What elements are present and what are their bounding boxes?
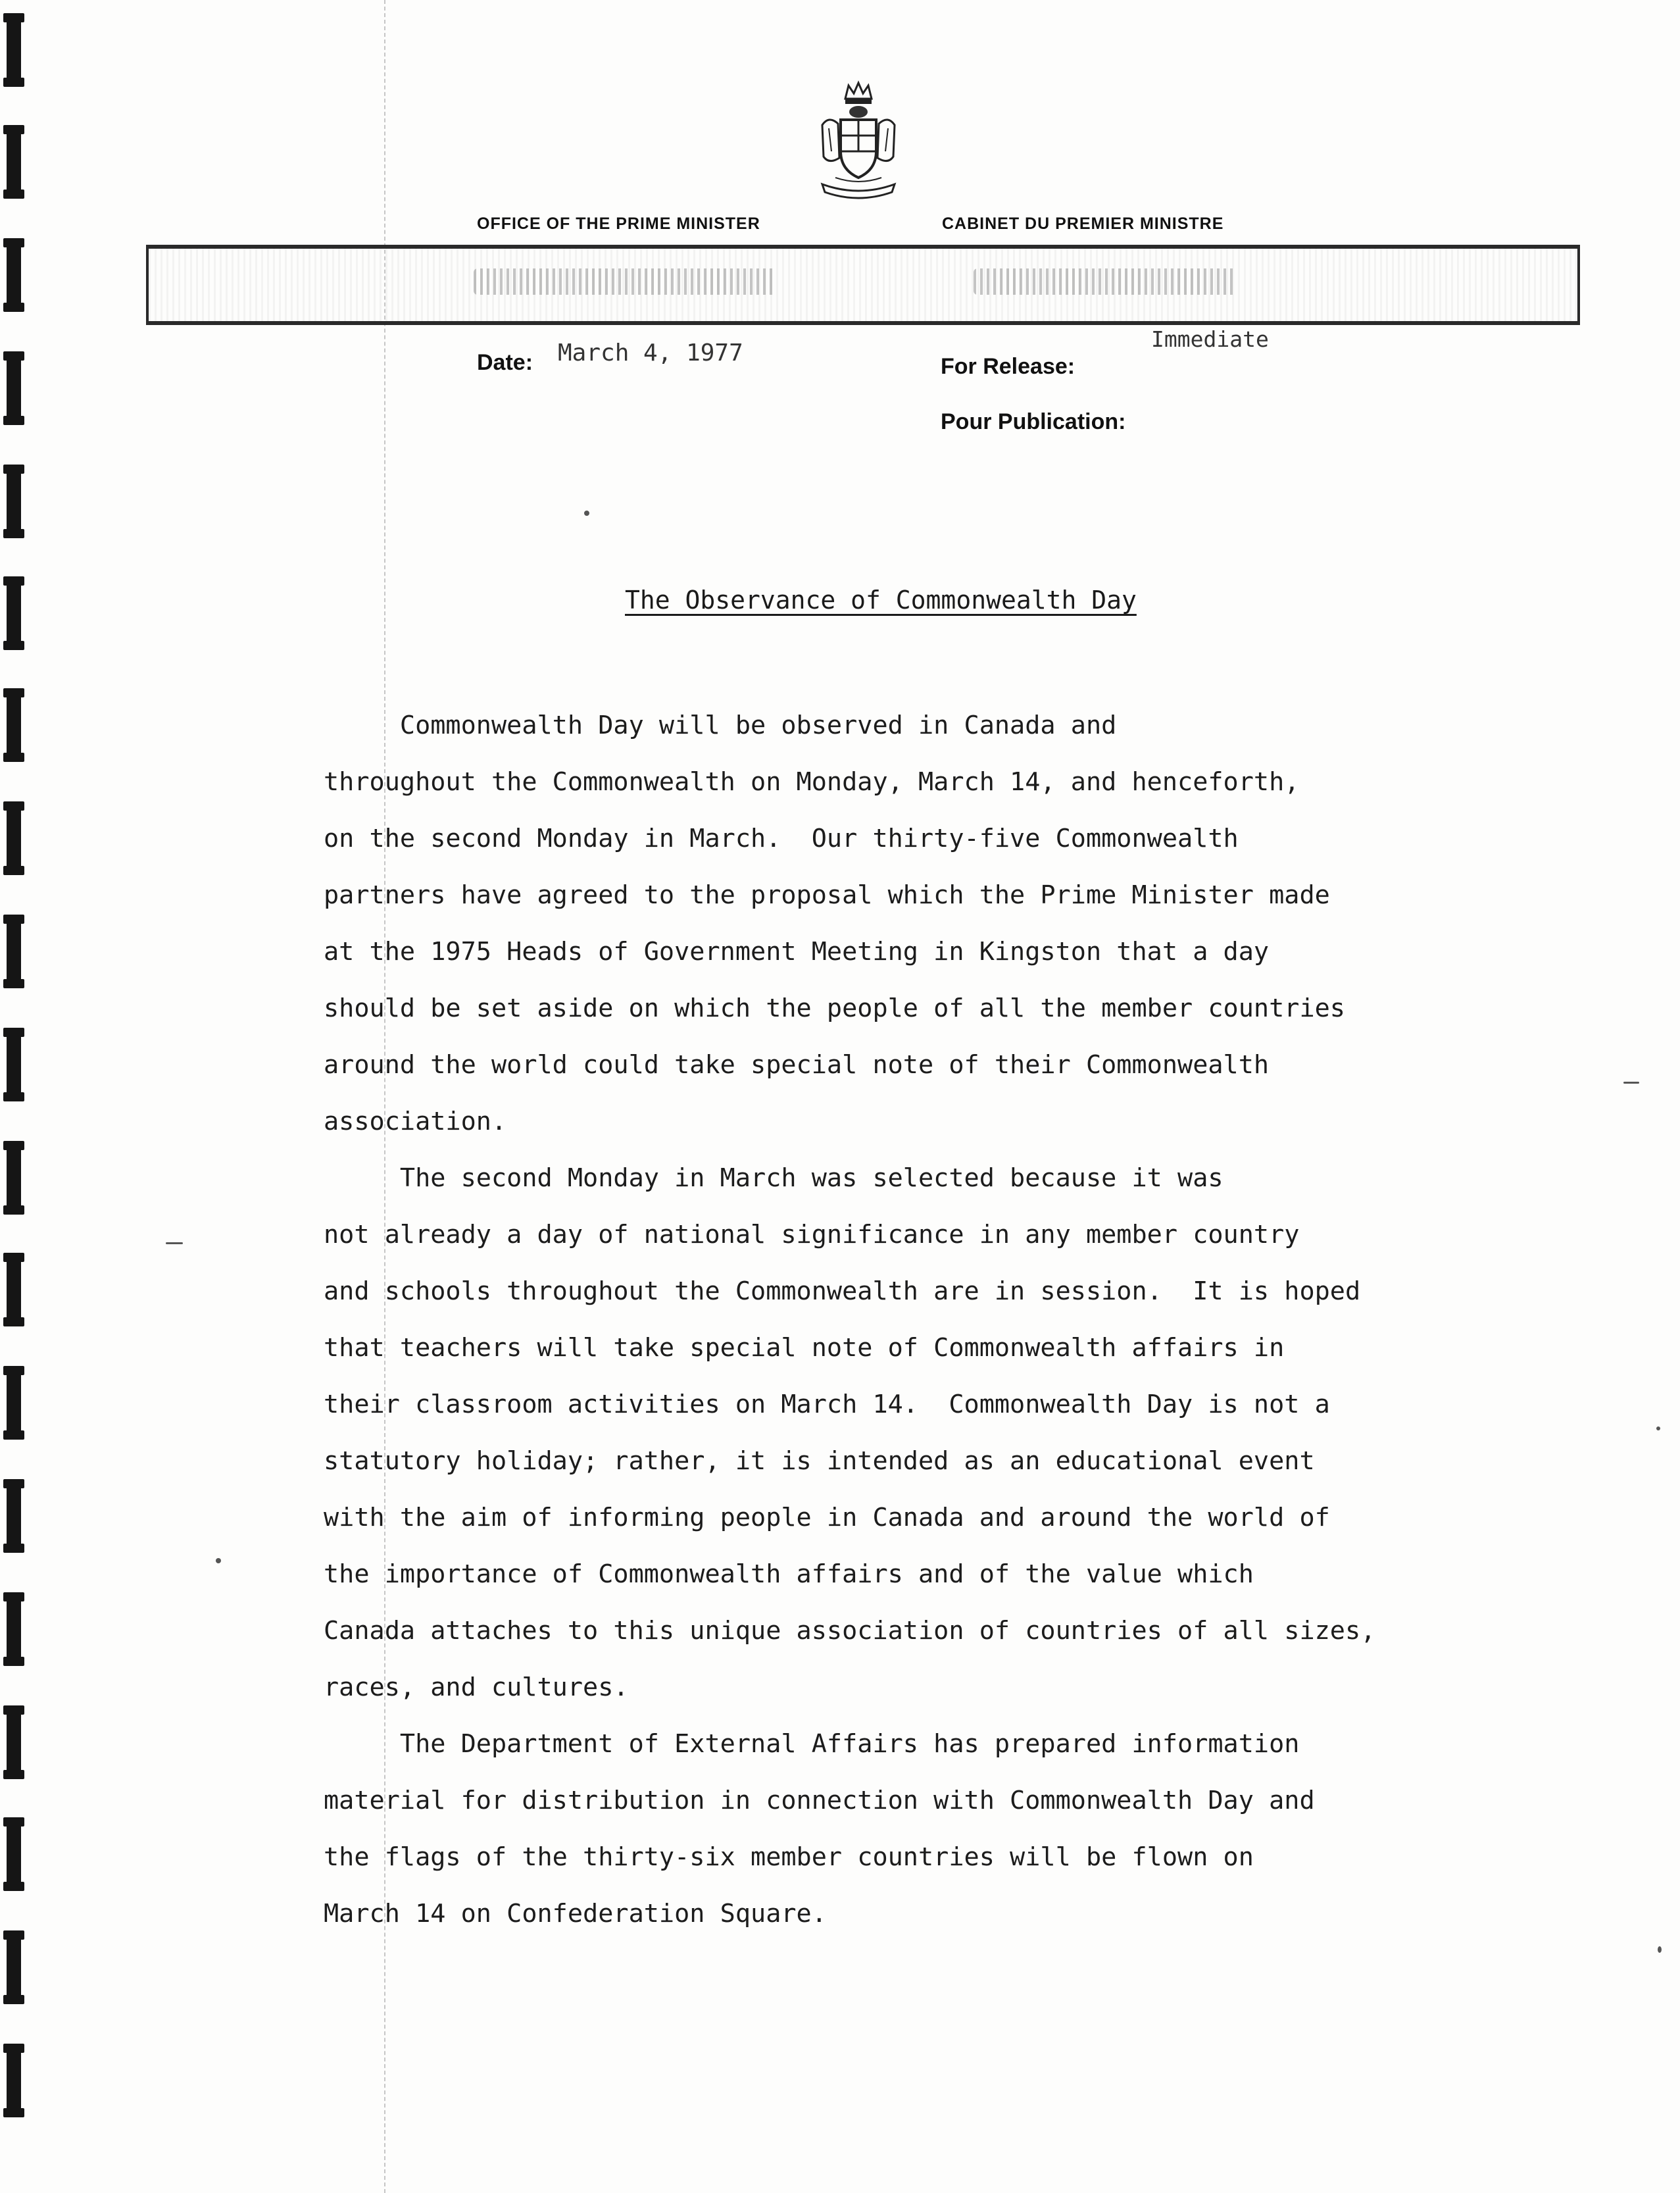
punch-mark bbox=[7, 1817, 21, 1891]
punch-mark bbox=[7, 125, 21, 199]
punch-mark bbox=[7, 801, 21, 875]
scan-speck bbox=[1658, 1946, 1662, 1953]
body-line: their classroom activities on March 14. Commonwealth Day is not a bbox=[324, 1390, 1330, 1419]
punch-mark bbox=[7, 351, 21, 425]
punch-mark bbox=[7, 1705, 21, 1779]
body-line: partners have agreed to the proposal which the Prime Minister made bbox=[324, 880, 1330, 910]
punch-mark bbox=[7, 576, 21, 650]
punch-mark bbox=[7, 1253, 21, 1326]
body-line: that teachers will take special note of Commonwealth affairs in bbox=[324, 1333, 1285, 1363]
body-line: not already a day of national significance in any member country bbox=[324, 1220, 1300, 1249]
office-name-french: CABINET DU PREMIER MINISTRE bbox=[942, 214, 1224, 233]
scan-speck bbox=[1656, 1426, 1660, 1430]
body-line: races, and cultures. bbox=[324, 1673, 629, 1702]
body-line: March 14 on Confederation Square. bbox=[324, 1899, 827, 1928]
release-label: For Release: bbox=[941, 354, 1075, 379]
body-line: with the aim of informing people in Canada and around the world of bbox=[324, 1503, 1330, 1532]
body-line: material for distribution in connection with Commonwealth Day and bbox=[324, 1786, 1315, 1815]
document-body bbox=[324, 697, 1521, 1942]
letterhead-banner bbox=[146, 245, 1580, 325]
body-line: association. bbox=[324, 1107, 507, 1136]
scan-speck bbox=[166, 1242, 183, 1244]
punch-mark bbox=[7, 1930, 21, 2004]
punch-mark bbox=[7, 1028, 21, 1101]
body-line: Canada attaches to this unique association of countries of all sizes, bbox=[324, 1616, 1376, 1646]
body-line: the importance of Commonwealth affairs and of the value which bbox=[324, 1559, 1254, 1589]
date-label: Date: bbox=[477, 350, 533, 375]
body-line: on the second Monday in March. Our thirty-five Commonwealth bbox=[324, 824, 1239, 853]
body-line: and schools throughout the Commonwealth are in session. It is hoped bbox=[324, 1276, 1361, 1306]
body-line: around the world could take special note of their Commonwealth bbox=[324, 1050, 1270, 1080]
punch-mark bbox=[7, 1592, 21, 1666]
punch-mark bbox=[7, 465, 21, 538]
body-line: at the 1975 Heads of Government Meeting in Kingston that a day bbox=[324, 937, 1270, 967]
body-line: throughout the Commonwealth on Monday, March 14, and henceforth, bbox=[324, 767, 1300, 797]
document-title: The Observance of Commonwealth Day bbox=[625, 586, 1137, 615]
punch-mark bbox=[7, 1141, 21, 1215]
body-line: the flags of the thirty-six member countries will be flown on bbox=[324, 1842, 1254, 1872]
body-line: The Department of External Affairs has prepared information bbox=[324, 1729, 1300, 1759]
banner-smudge bbox=[474, 268, 776, 295]
punch-mark bbox=[7, 915, 21, 988]
scan-speck bbox=[216, 1558, 221, 1563]
body-line: should be set aside on which the people of all the member countries bbox=[324, 994, 1345, 1023]
scan-speck bbox=[1623, 1082, 1639, 1084]
body-line: statutory holiday; rather, it is intended as an educational event bbox=[324, 1446, 1315, 1476]
punch-mark bbox=[7, 13, 21, 87]
punch-mark bbox=[7, 2044, 21, 2117]
publication-label: Pour Publication: bbox=[941, 409, 1126, 434]
release-value: Immediate bbox=[1151, 326, 1269, 352]
office-name-english: OFFICE OF THE PRIME MINISTER bbox=[477, 214, 760, 233]
coat-of-arms-icon bbox=[809, 79, 908, 204]
punch-mark bbox=[7, 1366, 21, 1440]
punch-mark bbox=[7, 1479, 21, 1553]
body-line: Commonwealth Day will be observed in Canada and bbox=[324, 711, 1117, 740]
punch-mark bbox=[7, 688, 21, 762]
punch-mark bbox=[7, 238, 21, 312]
body-line: The second Monday in March was selected because it was bbox=[324, 1163, 1223, 1193]
banner-smudge bbox=[974, 268, 1237, 295]
scan-speck bbox=[584, 511, 589, 516]
date-value: March 4, 1977 bbox=[558, 340, 743, 366]
punch-marks bbox=[0, 0, 39, 2193]
